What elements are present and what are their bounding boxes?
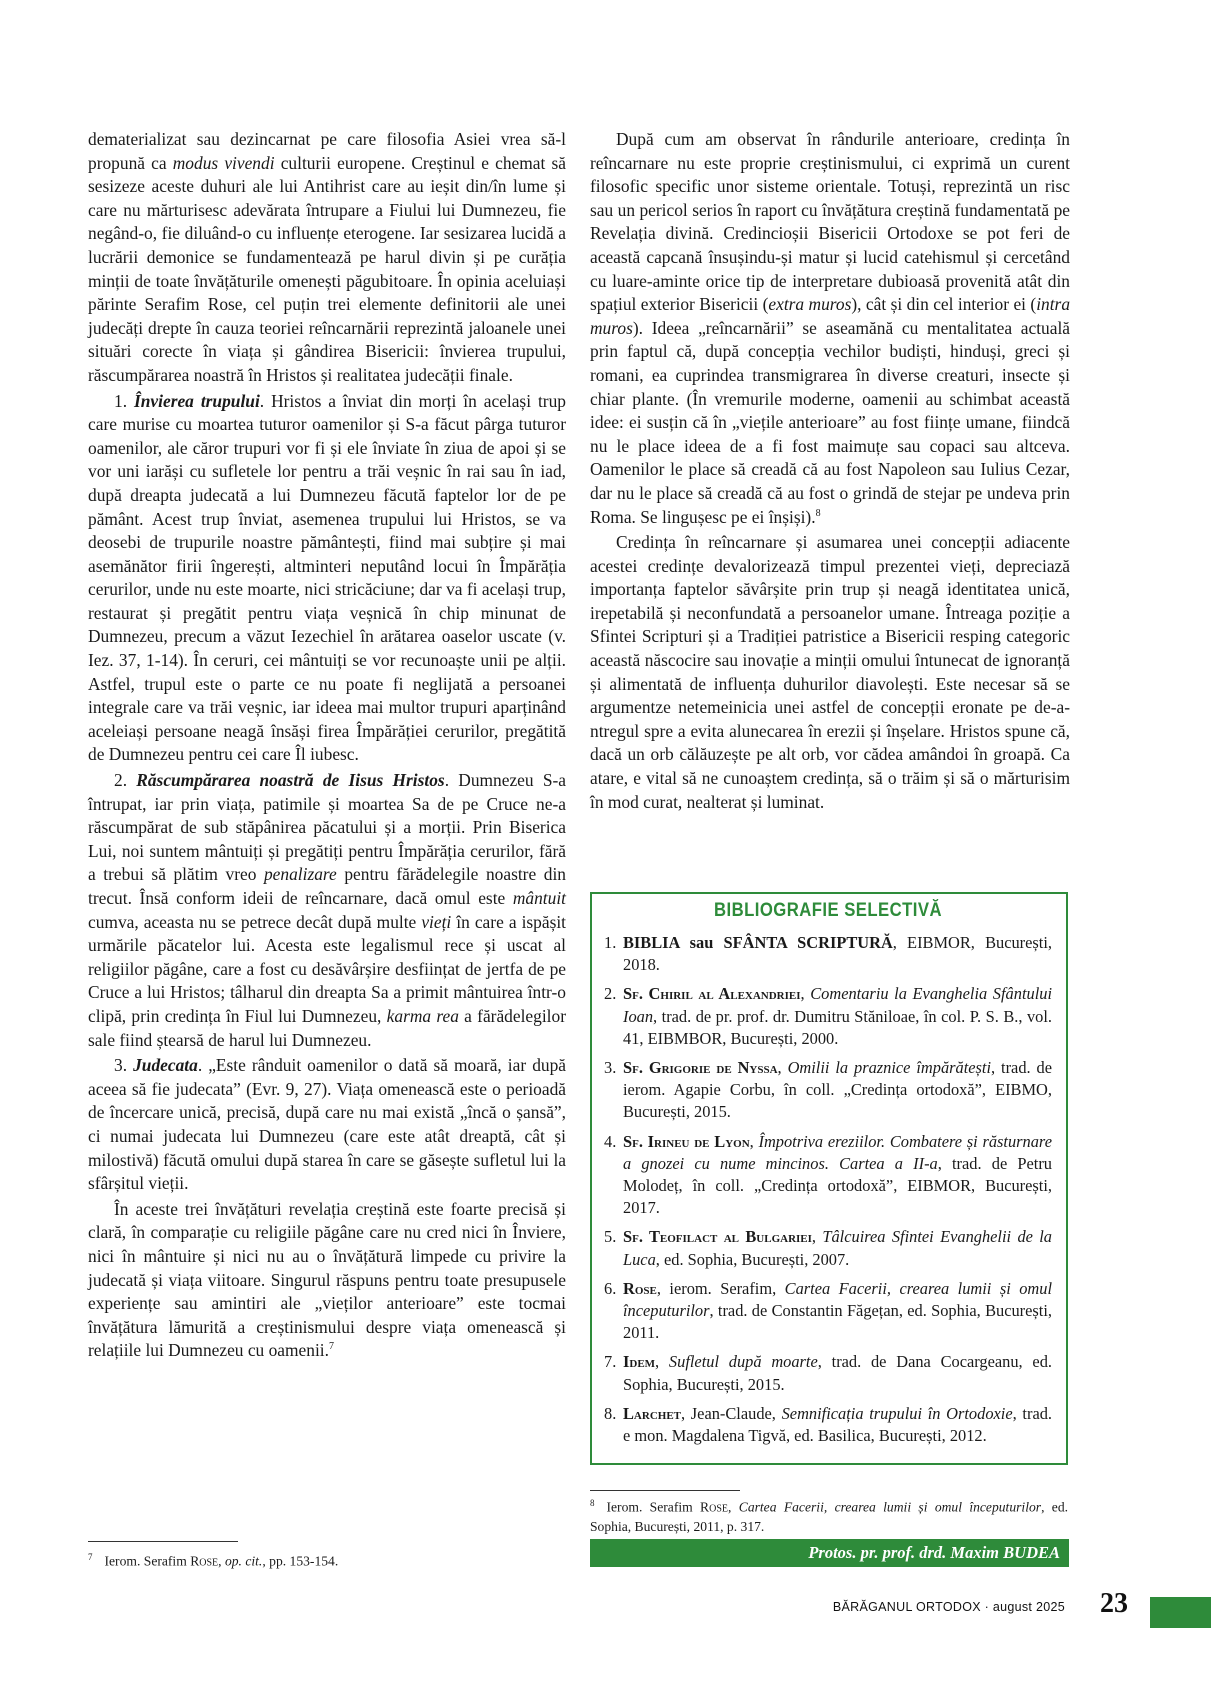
magazine-name: BĂRĂGANUL ORTODOX — [832, 1600, 981, 1614]
footnote-8: $^8$ Ierom. Serafim Rose, Cartea Facerii, crearea lumii și omul începuturilor, ed. Sophia, București, 2011, p. 317. — [590, 1498, 1069, 1534]
bibliography-item: 2. Sf. Chiril al Alexandriei, Comentariu la Evanghelia Sfântului Ioan, trad. de pr. prof. dr. Dumitru Stăniloae, în col. P. S. B., vol. 41, EIBMBOR, București, 2000. — [604, 984, 1052, 1048]
footnote-ref: 8 — [815, 507, 821, 519]
paragraph: dematerializat sau dezincarnat pe care filosofia Asiei vrea să-l propună ca modus vivendi culturii europene. Creștinul e chemat să sesizeze aceste duhuri ale lui Antihrist care au ieșit din/în lume și care nu mărturisesc adevărata întrupare a Fiului lui Dumnezeu, fie negând-o, fie diluând-o cu influențe eterogene. Iar sesizarea lucidă a lucrării demonice se fundamentează pe harul divin și pe curăția minții de toate învățăturile omenești păgubitoare. În opinia aceluiași părinte Serafim Rose, cel puțin trei elemente definitorii ale unei judecăți drepte în cauza teoriei reîncarnării reprezintă jaloanele unei situări corecte în viața și gândirea Bisericii: învierea trupului, răscumpărarea noastră în Hristos și realitatea judecății finale. — [88, 129, 566, 385]
bibliography-item: 3. Sf. Grigorie de Nyssa, Omilii la praznice împărătești, trad. de ierom. Agapie Corbu, în coll. „Credința ortodoxă”, EIBMO, București, 2015. — [604, 1058, 1053, 1122]
footnote-divider — [590, 1490, 740, 1491]
bibliography-item: 1. BIBLIA sau SFÂNTA SCRIPTURĂ, EIBMOR, București, 2018. — [604, 933, 1052, 975]
bibliography-item: 8. Larchet, Jean-Claude, Semnificația trupului în Ortodoxie, trad. e mon. Magdalena Tigvă, ed. Basilica, București, 2012. — [604, 1403, 1053, 1446]
bibliography-list — [604, 932, 1052, 1447]
paragraph-judgement: 3. Judecata. „Este rânduit oamenilor o dată să moară, iar după aceea să fie judecata” (Evr. 9, 27). Viața omenească este o perioadă de încercare unică, precisă, după care nu mai există „încă o șansă”, ci numai judecata lui Dumnezeu (care este atât dreaptă, cât și milostivă) făcută omului după starea în care se găsește sufletul lui la sfârșitul vieții. — [88, 1055, 566, 1194]
left-column — [88, 128, 566, 1363]
paragraph: După cum am observat în rândurile anterioare, credința în reîncarnare nu este proprie creștinismului, ci exprimă un curent filosofic specific unor sisteme orientale. Totuși, reprezintă un risc sau un pericol serios în raport cu învățătura creștină fundamentată pe Revelația divină. Credincioșii Bisericii Ortodoxe se pot feri de această capcană însușindu-și matur și lucid catehismul și cercetând cu luare-aminte orice tip de interpretare dubioasă provenită atât din spațiul exterior Bisericii (extra muros), cât și din cel interior ei (intra muros). Ideea „reîncarnării” se aseamănă cu mentalitatea actuală prin faptul că, după concepția vechilor budiști, hinduși, greci și romani, ea cuprindea transmigrarea în diverse creaturi, insecte și chiar plante. (În vremurile moderne, oamenii au schimbat această idee: ei susțin că în „viețile anterioare” au fost ființe umane, fiindcă nu le place ideea de a fi fost maimuțe sau copaci sau altceva. Oamenilor le place să creadă că au fost Napoleon sau Iulius Cezar, dar nu le place să creadă că au fost o grindă de stejar pe undeva prin Roma. Se lingușesc pe ei înșiși).$^8$ — [590, 129, 1071, 527]
issue-date: august 2025 — [992, 1600, 1065, 1614]
footnote-divider — [88, 1541, 238, 1542]
footnote-ref: 7 — [328, 1341, 334, 1353]
bibliography-title: BIBLIOGRAFIE SELECTIVĂ — [713, 900, 942, 921]
page-tab-decoration — [1150, 1597, 1211, 1628]
footnote-7: $^7$ Ierom. Serafim Rose, op. cit., pp. 153-154. — [88, 1552, 339, 1569]
paragraph: În aceste trei învățături revelația creștină este foarte precisă și clară, în comparație cu religiile păgâne care nu cred nici în Înviere, nici în mântuire și nici nu au o învățătură limpede cu privire la judecată și viața viitoare. Singurul răspuns pentru toate presupusele experiențe sau amintiri ale „vieților anterioare” este tocmai învățătura lămurită a creștinismului despre viața omenească și relațiile lui Dumnezeu cu oamenii.$^7$ — [88, 1198, 566, 1361]
page-number: 23 — [1100, 1588, 1128, 1619]
bibliography-item: 4. Sf. Irineu de Lyon, Împotriva ereziilor. Combatere și răsturnare a gnozei cu nume mincinos. Cartea a II-a, trad. de Petru Molodeț, în coll. „Credința ortodoxă”, EIBMOR, București, 2017. — [604, 1131, 1052, 1218]
right-column — [590, 128, 1070, 814]
bibliography-item: 5. Sf. Teofilact al Bulgariei, Tâlcuirea Sfintei Evanghelii de la Luca, ed. Sophia, București, 2007. — [604, 1227, 1053, 1269]
paragraph-resurrection: 1. Învierea trupului. Hristos a înviat din morți în același trup care murise cu moartea tuturor oamenilor și S-a făcut pârga tuturor oamenilor, ale căror trupuri vor fi și ele înviate în ziua de apoi și se vor uni iarăși cu sufletele lor pentru a trăi veșnic în rai sau în iad, după dreapta judecată a lui Dumnezeu făcută faptelor lor de pe pământ. Acest trup înviat, asemenea trupului lui Hristos, se va deosebi de trupurile noastre pământești, fiind mai subțire și mai asemănător firii îngerești, altminteri neputând locui în Împărăția cerurilor, unde nu este moarte, nici stricăciune; dar va fi același trup, restaurat și pregătit pentru viața veșnică în chip minunat de Dumnezeu, precum a văzut Iezechiel în arătarea oaselor uscate (v. Iez. 37, 1-14). În ceruri, cei mântuiți se vor recunoaște unii pe alții. Astfel, trupul este o parte ce nu poate fi neglijată a persoanei integrale care va trăi veșnic, iar ideea mai multor trupuri aparținând aceleiași persoane neagă însăși firea Împărăției cerurilor, pregătită de Dumnezeu pentru cei care Îl iubesc. — [88, 390, 566, 765]
running-footer: BĂRĂGANUL ORTODOX · august 2025 — [832, 1600, 1065, 1614]
paragraph: Credința în reîncarnare și asumarea unei concepții adiacente acestei credințe devalorizează timpul prezentei vieți, depreciază importanța faptelor săvârșite prin trup și neagă identitatea unică, irepetabilă și neconfundată a persoanelor umane. Întreaga poziție a Sfintei Scripturi și a Tradiției patristice a Bisericii resping categoric această născocire sau inovație a minții omului întunecat de ignoranță și alimentată de influența duhurilor diavolești. Este necesar să se argumentze netemeinicia unei astfel de concepții eronate pe de-a-ntregul spre a evita alunecarea în erezii și înșelare. Hristos spune că, dacă un orb călăuzește pe alt orb, vor cădea amândoi în groapă. Ca atare, e vital să ne cunoaștem credința, să o trăim și să o mărturisim în mod curat, nealterat și luminat. — [590, 532, 1070, 812]
bibliography-box — [590, 892, 1068, 1465]
paragraph-redemption: 2. Răscumpărarea noastră de Iisus Hristos. Dumnezeu S-a întrupat, iar prin viața, patimile și moartea Sa de pe Cruce ne-a răscumpărat de sub stăpânirea păcatului și a morții. Prin Biserica Lui, noi suntem mântuiți și pregătiți pentru Împărăția cerurilor, fără a trebui să plătim vreo penalizare pentru fărădelegile noastre din trecut. Însă conform ideii de reîncarnare, dacă omul este mântuit cumva, aceasta nu se petrece decât după multe vieți în care a ispășit urmările păcatelor lui. Acesta este legalismul rece și uscat al religiilor păgâne, care a fost cu desăvârșire desființat de jertfa de pe Cruce a lui Hristos; tâlharul din dreapta Sa a primit mântuirea într-o clipă, prin credința în Fiul lui Dumnezeu, karma rea a fărădelegilor sale fiind ștearsă de harul lui Dumnezeu. — [88, 770, 567, 1050]
author-signature: Protos. pr. prof. drd. Maxim BUDEA — [590, 1539, 1069, 1567]
bibliography-item: 6. Rose, ierom. Serafim, Cartea Facerii, crearea lumii și omul începuturilor, trad. de Constantin Făgețan, ed. Sophia, București, 2011. — [604, 1278, 1052, 1343]
bibliography-item: 7. Idem, Sufletul după moarte, trad. de Dana Cocargeanu, ed. Sophia, București, 2015. — [604, 1352, 1052, 1394]
